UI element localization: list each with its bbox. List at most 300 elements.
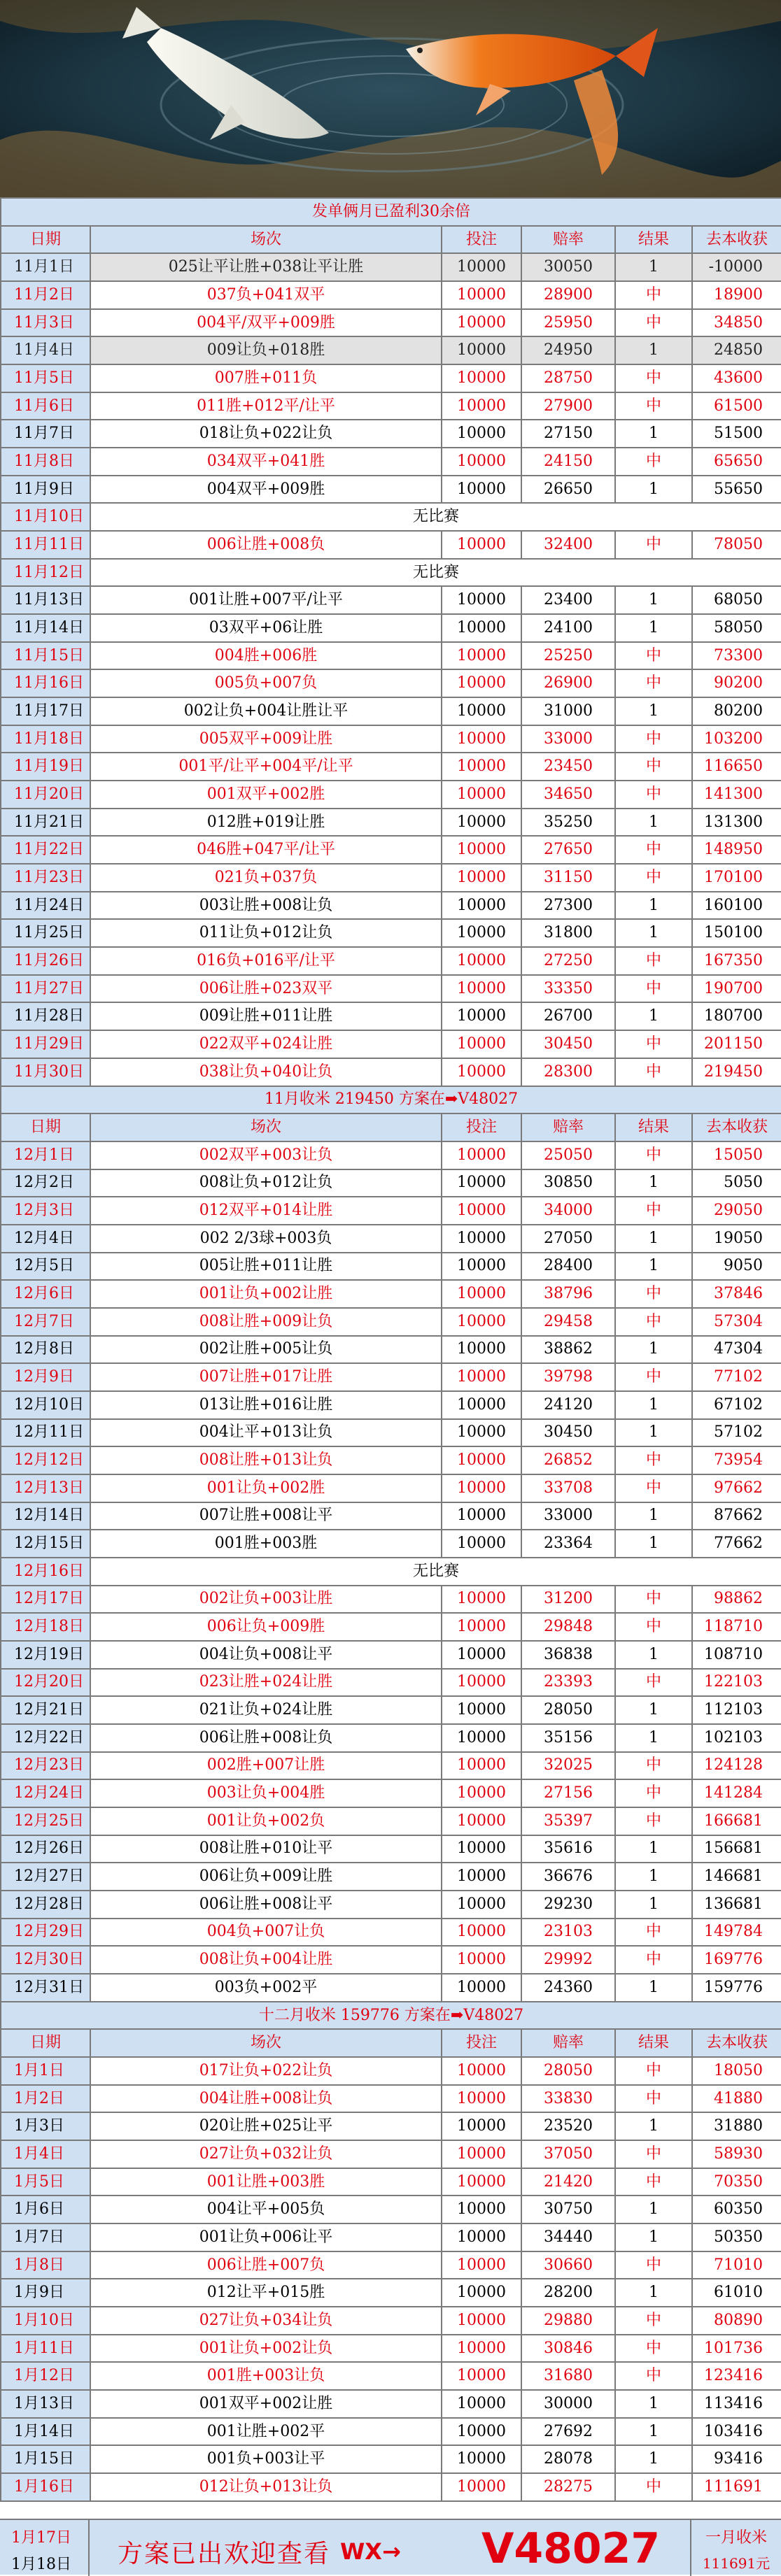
row-date: 12月25日 [1,1807,90,1835]
row-odds: 26900 [521,669,615,697]
row-odds: 31000 [521,697,615,725]
row-result: 1 [615,1225,692,1253]
row-stake: 10000 [442,1641,521,1669]
row-match: 004让平+013让负 [90,1419,442,1447]
row-stake: 10000 [442,836,521,864]
row-date: 12月14日 [1,1502,90,1530]
month-summary-row [1,2002,781,2030]
row-stake: 10000 [442,975,521,1003]
row-result: 中 [615,1280,692,1308]
row-balance: 78050 [692,531,781,559]
column-header-balance: 去本收获 [692,2029,781,2057]
row-match: 002胜+007让胜 [90,1752,442,1780]
row-match: 016负+016平/让平 [90,947,442,975]
row-match: 004双平+009胜 [90,476,442,504]
row-date: 1月2日 [1,2085,90,2113]
row-stake: 10000 [442,531,521,559]
row-match: 005负+007负 [90,669,442,697]
row-match: 006让胜+023双平 [90,975,442,1003]
row-balance: 123416 [692,2362,781,2390]
row-match: 001胜+003胜 [90,1530,442,1558]
row-odds: 27692 [521,2418,615,2446]
row-result: 中 [615,1197,692,1225]
column-header-result: 结果 [615,226,692,254]
row-stake: 10000 [442,336,521,364]
row-odds: 24150 [521,448,615,476]
row-odds: 28900 [521,281,615,309]
table-row [1,2140,781,2168]
column-header-stake: 投注 [442,226,521,254]
table-row [1,1502,781,1530]
row-date: 12月9日 [1,1363,90,1391]
row-odds: 32025 [521,1752,615,1780]
row-result: 1 [615,476,692,504]
row-stake: 10000 [442,2085,521,2113]
row-balance: 98862 [692,1586,781,1614]
row-date: 12月28日 [1,1891,90,1919]
row-stake: 10000 [442,1669,521,1697]
row-balance: 50350 [692,2223,781,2251]
row-odds: 23103 [521,1919,615,1947]
row-match: 004让胜+008让负 [90,2085,442,2113]
table-row [1,1197,781,1225]
row-match: 001双平+002让胜 [90,2390,442,2418]
row-date: 12月1日 [1,1141,90,1169]
table-row [1,1946,781,1974]
row-result: 中 [615,448,692,476]
row-date: 11月28日 [1,1002,90,1030]
row-odds: 35397 [521,1807,615,1835]
row-balance: 80890 [692,2307,781,2335]
row-stake: 10000 [442,1446,521,1474]
table-row [1,2168,781,2196]
row-result: 中 [615,2140,692,2168]
row-match: 001让负+002胜 [90,1474,442,1502]
row-odds: 28400 [521,1253,615,1281]
row-match: 008让负+004让胜 [90,1946,442,1974]
row-match: 004胜+006胜 [90,642,442,670]
table-row [1,2279,781,2307]
table-row [1,2418,781,2446]
row-date: 11月11日 [1,531,90,559]
row-result: 1 [615,1974,692,2002]
row-balance: 156681 [692,1835,781,1863]
row-balance: 87662 [692,1502,781,1530]
row-stake: 10000 [442,281,521,309]
koi-fish-illustration [0,0,781,197]
row-odds: 31800 [521,919,615,947]
row-match: 009让负+018胜 [90,336,442,364]
plan-released-text: 方案已出欢迎查看 [118,2540,331,2568]
row-odds: 26650 [521,476,615,504]
row-balance: 29050 [692,1197,781,1225]
row-date: 12月31日 [1,1974,90,2002]
table-row [1,2335,781,2363]
row-odds: 30450 [521,1030,615,1058]
row-result: 中 [615,836,692,864]
row-odds: 23450 [521,753,615,781]
row-result: 1 [615,1419,692,1447]
row-date: 12月27日 [1,1863,90,1891]
row-balance: 34850 [692,309,781,337]
row-odds: 28200 [521,2279,615,2307]
row-date: 11月1日 [1,253,90,281]
table-row [1,1308,781,1336]
row-match: 003负+002平 [90,1974,442,2002]
footer-date-1: 1月17日 [11,2529,71,2547]
row-balance: 90200 [692,669,781,697]
table-row [1,975,781,1003]
row-stake: 10000 [442,1835,521,1863]
month-total-label: 一月收米 [705,2529,767,2547]
row-match: 03双平+06让胜 [90,614,442,642]
row-odds: 30850 [521,1169,615,1197]
row-match: 001让胜+007平/让平 [90,586,442,614]
row-match: 013让胜+016让胜 [90,1391,442,1419]
row-balance: 201150 [692,1030,781,1058]
row-balance: 148950 [692,836,781,864]
row-balance: -10000 [692,253,781,281]
row-date: 11月10日 [1,503,90,531]
row-odds: 36838 [521,1641,615,1669]
table-row [1,1696,781,1724]
row-odds: 34650 [521,781,615,809]
row-odds: 35250 [521,809,615,837]
row-result: 中 [615,1919,692,1947]
row-result: 中 [615,392,692,420]
row-odds: 24120 [521,1391,615,1419]
table-row [1,531,781,559]
row-result: 1 [615,2279,692,2307]
row-balance: 19050 [692,1225,781,1253]
row-odds: 30000 [521,2390,615,2418]
row-match: 004让负+008让平 [90,1641,442,1669]
row-odds: 26700 [521,1002,615,1030]
row-result: 1 [615,1391,692,1419]
row-stake: 10000 [442,2335,521,2363]
row-date: 1月9日 [1,2279,90,2307]
row-match: 011胜+012平/让平 [90,392,442,420]
row-result: 中 [615,2307,692,2335]
row-result: 中 [615,669,692,697]
row-balance: 18050 [692,2057,781,2085]
row-match: 001让负+002负 [90,1807,442,1835]
row-result: 中 [615,864,692,892]
table-row [1,809,781,837]
row-match: 046胜+047平/让平 [90,836,442,864]
footer-month-total [691,2520,781,2576]
row-result: 1 [615,1891,692,1919]
row-date: 11月24日 [1,892,90,920]
row-date: 11月9日 [1,476,90,504]
column-header-date: 日期 [1,2029,90,2057]
row-date: 11月13日 [1,586,90,614]
row-result: 中 [615,1807,692,1835]
row-stake: 10000 [442,1779,521,1807]
row-match: 017让负+022让负 [90,2057,442,2085]
row-balance: 70350 [692,2168,781,2196]
table-row [1,836,781,864]
table-row [1,1807,781,1835]
row-odds: 27150 [521,420,615,448]
row-date: 11月15日 [1,642,90,670]
row-result: 中 [615,1613,692,1641]
table-row [1,2362,781,2390]
row-match: 005让胜+011让胜 [90,1253,442,1281]
row-result: 中 [615,2473,692,2501]
row-balance: 102103 [692,1724,781,1752]
row-stake: 10000 [442,1308,521,1336]
row-match: 001负+003让平 [90,2445,442,2473]
row-balance: 131300 [692,809,781,837]
row-result: 中 [615,2168,692,2196]
row-result: 1 [615,1641,692,1669]
row-balance: 166681 [692,1807,781,1835]
row-stake: 10000 [442,1141,521,1169]
row-match: 006让负+009让胜 [90,1863,442,1891]
row-balance: 18900 [692,281,781,309]
table-title-row [1,198,781,226]
row-odds: 24100 [521,614,615,642]
row-result: 1 [615,1169,692,1197]
row-result: 中 [615,1363,692,1391]
row-result: 1 [615,420,692,448]
row-result: 中 [615,1141,692,1169]
row-date: 12月18日 [1,1613,90,1641]
row-stake: 10000 [442,1474,521,1502]
row-balance: 159776 [692,1974,781,2002]
row-stake: 10000 [442,1391,521,1419]
row-stake: 10000 [442,2112,521,2140]
row-date: 11月3日 [1,309,90,337]
table-row [1,2251,781,2279]
table-row [1,2473,781,2501]
row-balance: 101736 [692,2335,781,2363]
row-odds: 35156 [521,1724,615,1752]
row-date: 11月12日 [1,559,90,587]
row-odds: 21420 [521,2168,615,2196]
no-match-text: 无比赛 [90,1558,781,1586]
table-row [1,919,781,947]
row-date: 11月2日 [1,281,90,309]
row-stake: 10000 [442,864,521,892]
row-date: 11月30日 [1,1058,90,1086]
table-row [1,1835,781,1863]
row-result: 中 [615,975,692,1003]
row-match: 006让胜+008让平 [90,1891,442,1919]
row-date: 11月19日 [1,753,90,781]
row-result: 中 [615,1586,692,1614]
row-result: 1 [615,1502,692,1530]
row-date: 11月17日 [1,697,90,725]
row-balance: 55650 [692,476,781,504]
row-date: 11月6日 [1,392,90,420]
table-row [1,1253,781,1281]
column-header-date: 日期 [1,226,90,254]
row-result: 1 [615,2223,692,2251]
row-balance: 160100 [692,892,781,920]
row-stake: 10000 [442,1613,521,1641]
table-row [1,448,781,476]
row-balance: 57102 [692,1419,781,1447]
row-date: 1月3日 [1,2112,90,2140]
column-header-match: 场次 [90,226,442,254]
row-odds: 25950 [521,309,615,337]
row-odds: 23400 [521,586,615,614]
row-result: 1 [615,809,692,837]
row-odds: 28275 [521,2473,615,2501]
row-date: 1月4日 [1,2140,90,2168]
row-date: 11月27日 [1,975,90,1003]
row-balance: 15050 [692,1141,781,1169]
row-result: 1 [615,1724,692,1752]
row-match: 011让负+012让负 [90,919,442,947]
row-odds: 33830 [521,2085,615,2113]
row-result: 中 [615,364,692,392]
row-stake: 10000 [442,448,521,476]
row-date: 12月5日 [1,1253,90,1281]
row-odds: 30846 [521,2335,615,2363]
table-row [1,725,781,753]
row-date: 12月6日 [1,1280,90,1308]
table-row [1,1669,781,1697]
row-balance: 57304 [692,1308,781,1336]
row-date: 12月2日 [1,1169,90,1197]
column-header-stake: 投注 [442,2029,521,2057]
row-match: 004让平+005负 [90,2196,442,2223]
table-row [1,1280,781,1308]
row-odds: 39798 [521,1363,615,1391]
table-row [1,753,781,781]
table-row [1,1419,781,1447]
table-row [1,1225,781,1253]
row-stake: 10000 [442,1586,521,1614]
row-match: 023让胜+024让胜 [90,1669,442,1697]
row-result: 中 [615,947,692,975]
row-stake: 10000 [442,476,521,504]
row-date: 1月15日 [1,2445,90,2473]
row-odds: 27300 [521,892,615,920]
wechat-label: WX→ [340,2538,401,2565]
row-date: 12月29日 [1,1919,90,1947]
table-row [1,1863,781,1891]
row-result: 1 [615,2445,692,2473]
row-result: 1 [615,1336,692,1364]
table-row [1,2307,781,2335]
row-match: 001双平+002胜 [90,781,442,809]
row-stake: 10000 [442,2196,521,2223]
row-stake: 10000 [442,725,521,753]
row-match: 038让负+040让负 [90,1058,442,1086]
row-stake: 10000 [442,2418,521,2446]
row-date: 1月13日 [1,2390,90,2418]
row-date: 11月4日 [1,336,90,364]
row-stake: 10000 [442,2307,521,2335]
row-result: 1 [615,1863,692,1891]
column-header-result: 结果 [615,1113,692,1141]
row-date: 12月24日 [1,1779,90,1807]
row-stake: 10000 [442,1030,521,1058]
row-stake: 10000 [442,2251,521,2279]
row-match: 006让胜+007负 [90,2251,442,2279]
row-balance: 24850 [692,336,781,364]
table-row [1,1474,781,1502]
row-date: 11月5日 [1,364,90,392]
row-stake: 10000 [442,1946,521,1974]
table-title: 发单俩月已盈利30余倍 [1,198,781,226]
table-row [1,309,781,337]
row-balance: 61010 [692,2279,781,2307]
row-date: 1月6日 [1,2196,90,2223]
row-odds: 29992 [521,1946,615,1974]
row-result: 中 [615,531,692,559]
row-stake: 10000 [442,2168,521,2196]
row-result: 1 [615,919,692,947]
row-date: 12月4日 [1,1225,90,1253]
column-header-odds: 赔率 [521,2029,615,2057]
betting-record-table [0,197,781,2502]
row-result: 中 [615,1308,692,1336]
row-date: 11月20日 [1,781,90,809]
row-balance: 77102 [692,1363,781,1391]
wechat-id-code: V48027 [481,2524,661,2573]
row-result: 中 [615,781,692,809]
row-match: 007胜+011负 [90,364,442,392]
row-odds: 36676 [521,1863,615,1891]
row-result: 中 [615,1669,692,1697]
table-row [1,2445,781,2473]
table-row [1,2112,781,2140]
column-header-balance: 去本收获 [692,226,781,254]
row-result: 1 [615,253,692,281]
table-row [1,947,781,975]
table-row [1,1752,781,1780]
row-result: 中 [615,1474,692,1502]
row-match: 034双平+041胜 [90,448,442,476]
row-stake: 10000 [442,1280,521,1308]
row-odds: 27050 [521,1225,615,1253]
row-date: 11月29日 [1,1030,90,1058]
row-balance: 149784 [692,1919,781,1947]
table-row [1,1586,781,1614]
row-balance: 124128 [692,1752,781,1780]
row-match: 001平/让平+004平/让平 [90,753,442,781]
row-stake: 10000 [442,1530,521,1558]
row-stake: 10000 [442,1253,521,1281]
row-stake: 10000 [442,2445,521,2473]
row-match: 037负+041双平 [90,281,442,309]
row-odds: 31150 [521,864,615,892]
row-stake: 10000 [442,919,521,947]
row-result: 1 [615,1530,692,1558]
row-match: 008让负+012让负 [90,1169,442,1197]
row-date: 11月23日 [1,864,90,892]
row-balance: 37846 [692,1280,781,1308]
row-balance: 47304 [692,1336,781,1364]
table-row [1,586,781,614]
column-header-result: 结果 [615,2029,692,2057]
table-row [1,1336,781,1364]
row-stake: 10000 [442,1169,521,1197]
row-match: 022双平+024让胜 [90,1030,442,1058]
row-date: 1月10日 [1,2307,90,2335]
table-row [1,1141,781,1169]
row-stake: 10000 [442,1197,521,1225]
row-balance: 5050 [692,1169,781,1197]
row-balance: 58930 [692,2140,781,2168]
row-date: 1月7日 [1,2223,90,2251]
row-result: 1 [615,1835,692,1863]
